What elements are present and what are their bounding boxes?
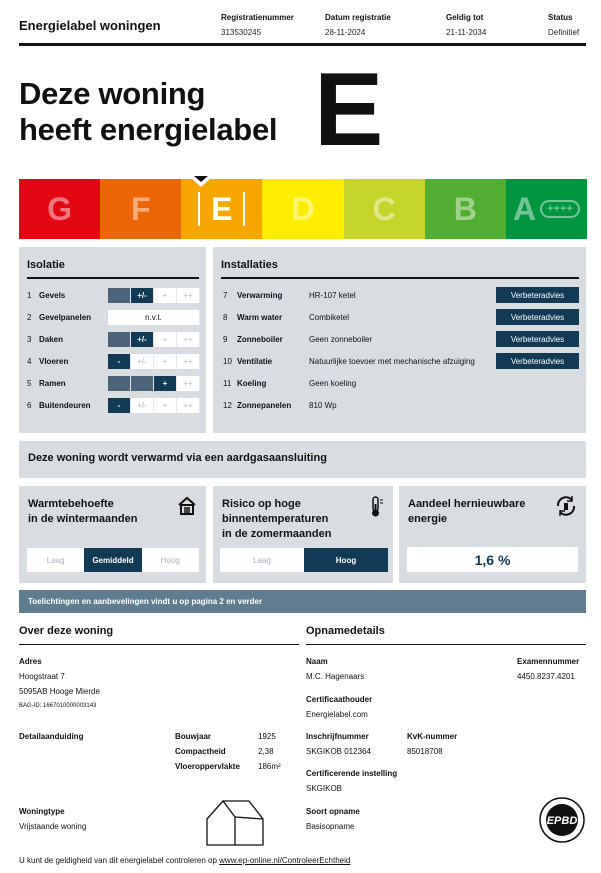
verify-link[interactable]: www.ep-online.nl/ControleerEchtheid <box>219 856 351 865</box>
soort-label: Soort opname <box>306 807 360 816</box>
bag-id: BAG-ID: 1667010000003143 <box>19 703 97 709</box>
installatie-row <box>223 354 475 369</box>
scale-segment-a <box>506 179 587 239</box>
rating-cell: + <box>154 354 177 369</box>
scale-segment-e <box>181 179 262 239</box>
verbeteradvies-button[interactable]: Verbeteradvies <box>496 353 579 369</box>
risico-title-3: in de zomermaanden <box>222 528 332 540</box>
row-label: Verwarming <box>237 291 283 300</box>
opname-divider <box>306 644 586 645</box>
isolatie-rating <box>108 354 200 369</box>
installatie-row <box>223 398 337 413</box>
svg-text:EPBD: EPBD <box>546 815 578 827</box>
rating-cell <box>108 376 131 391</box>
bouwjaar-label: Bouwjaar <box>175 732 212 741</box>
installatie-row <box>223 310 349 325</box>
hernieuwbaar-card <box>399 486 586 583</box>
row-number: 10 <box>223 357 232 366</box>
scale-letter-g: G <box>47 190 73 227</box>
over-divider <box>19 644 299 645</box>
warmtebehoefte-title <box>28 497 137 527</box>
scale-plus-badge: ++++ <box>540 200 580 218</box>
naam-label: Naam <box>306 657 328 666</box>
detached-house-icon <box>205 795 265 847</box>
isolatie-divider <box>27 277 199 279</box>
instelling-value: SKGIKOB <box>306 784 343 793</box>
row-number: 3 <box>27 335 32 344</box>
rating-cell: +/- <box>131 398 154 413</box>
compactheid-label: Compactheid <box>175 747 226 756</box>
scale-segment-f <box>100 179 181 239</box>
registratienummer-block <box>221 13 294 37</box>
bouwjaar-value: 1925 <box>258 732 276 741</box>
scale-pointer-arrow <box>194 176 208 182</box>
datum-value: 28-11-2024 <box>325 28 366 37</box>
headline-line-1: Deze woning <box>19 76 206 111</box>
risico-scale <box>220 548 388 572</box>
kvk-value: 85018708 <box>407 747 443 756</box>
rating-cell <box>131 376 154 391</box>
row-value: Geen zonneboiler <box>309 335 373 344</box>
isolatie-row <box>27 310 91 325</box>
row-label: Buitendeuren <box>39 401 91 410</box>
woningtype-value: Vrijstaande woning <box>19 822 87 831</box>
warmtebehoefte-scale <box>27 548 199 572</box>
scale-letter-e: E <box>211 190 233 227</box>
row-number: 4 <box>27 357 32 366</box>
registratienummer-label: Registratienummer <box>221 13 294 22</box>
rating-cell: + <box>154 398 177 413</box>
kvk-label: KvK-nummer <box>407 732 458 741</box>
installatie-row <box>223 376 356 391</box>
row-value: Geen koeling <box>309 379 357 388</box>
adres-straat: Hoogstraat 7 <box>19 672 65 681</box>
verbeteradvies-button[interactable]: Verbeteradvies <box>496 331 579 347</box>
examen-value: 4450.8237.4201 <box>517 672 575 681</box>
row-value: 810 Wp <box>309 401 337 410</box>
scale-segment-c <box>344 179 425 239</box>
risico-title <box>222 497 331 542</box>
rating-cell: - <box>108 398 131 413</box>
warmtebehoefte-title-1: Warmtebehoefte <box>28 498 114 510</box>
verbeteradvies-button[interactable]: Verbeteradvies <box>496 287 579 303</box>
hernieuwbaar-title-1: Aandeel hernieuwbare <box>408 498 526 510</box>
over-title: Over deze woning <box>19 625 114 637</box>
scale-letter-a: A <box>513 190 537 227</box>
rating-cell: + <box>154 288 177 303</box>
isolatie-panel <box>19 247 206 433</box>
rating-cell: ++ <box>177 354 200 369</box>
rating-cell: + <box>154 376 177 391</box>
isolatie-rating <box>108 288 200 303</box>
row-label: Gevels <box>39 291 66 300</box>
status-block <box>548 13 579 37</box>
gas-notice: Deze woning wordt verwarmd via een aardgasaansluiting <box>19 441 586 478</box>
footer-text <box>19 856 350 865</box>
warmtebehoefte-title-2: in de wintermaanden <box>28 513 138 525</box>
installaties-panel <box>213 247 586 433</box>
rating-cell: + <box>154 332 177 347</box>
isolatie-rating <box>108 310 200 325</box>
installaties-title: Installaties <box>221 259 278 271</box>
warmtebehoefte-card <box>19 486 206 583</box>
scale-segment-d <box>262 179 343 239</box>
adres-label: Adres <box>19 657 42 666</box>
compactheid-value: 2,38 <box>258 747 274 756</box>
vloeroppervlakte-label: Vloeroppervlakte <box>175 762 240 771</box>
row-label: Ventilatie <box>237 357 273 366</box>
scale-option: Laag <box>220 548 304 572</box>
document-title: Energielabel woningen <box>19 18 161 33</box>
headline-line-2: heeft energielabel <box>19 112 278 147</box>
headline <box>19 76 277 148</box>
scale-option: Hoog <box>304 548 388 572</box>
rating-cell: ++ <box>177 288 200 303</box>
row-number: 5 <box>27 379 32 388</box>
hernieuwbaar-value: 1,6 % <box>407 547 578 572</box>
naam-value: M.C. Hagenaars <box>306 672 365 681</box>
isolatie-rating <box>108 376 200 391</box>
row-value: HR-107 ketel <box>309 291 356 300</box>
rating-cell: - <box>108 354 131 369</box>
row-number: 12 <box>223 401 232 410</box>
isolatie-row <box>27 376 66 391</box>
info-bar: Toelichtingen en aanbevelingen vindt u op pagina 2 en verder <box>19 590 586 613</box>
house-heating-icon <box>177 496 197 516</box>
rating-cell <box>108 288 131 303</box>
inschrijfnummer-label: Inschrijfnummer <box>306 732 369 741</box>
status-value: Definitief <box>548 28 580 37</box>
soort-value: Basisopname <box>306 822 355 831</box>
examen-label: Examennummer <box>517 657 580 666</box>
row-value: Natuurlijke toevoer met mechanische afzuiging <box>309 357 475 366</box>
status-label: Status <box>548 13 573 22</box>
footer-label: U kunt de geldigheid van dit energielabel controleren op <box>19 856 220 865</box>
rating-cell: +/- <box>131 332 154 347</box>
registratienummer-value: 313530245 <box>221 28 262 37</box>
certificaathouder-label: Certificaathouder <box>306 695 373 704</box>
row-number: 7 <box>223 291 228 300</box>
row-number: 6 <box>27 401 32 410</box>
scale-option: Hoog <box>142 548 199 572</box>
row-label: Warm water <box>237 313 283 322</box>
installaties-divider <box>221 277 579 279</box>
rating-cell: ++ <box>177 398 200 413</box>
row-value: Combiketel <box>309 313 350 322</box>
rating-cell: +/- <box>131 354 154 369</box>
instelling-label: Certificerende instelling <box>306 769 398 778</box>
scale-option: Gemiddeld <box>84 548 141 572</box>
installatie-row <box>223 332 372 347</box>
row-label: Vloeren <box>39 357 69 366</box>
isolatie-row <box>27 398 91 413</box>
epbd-logo <box>538 796 586 844</box>
inschrijfnummer-value: SKGIKOB 012364 <box>306 747 371 756</box>
verbeteradvies-button[interactable]: Verbeteradvies <box>496 309 579 325</box>
geldig-value: 21-11-2034 <box>446 28 487 37</box>
row-label: Ramen <box>39 379 66 388</box>
rating-cell: ++ <box>177 376 200 391</box>
isolatie-rating <box>108 398 200 413</box>
row-number: 2 <box>27 313 32 322</box>
scale-option: Laag <box>27 548 84 572</box>
renewable-energy-icon <box>554 494 578 518</box>
row-number: 8 <box>223 313 228 322</box>
rating-cell: ++ <box>177 332 200 347</box>
risico-card <box>213 486 393 583</box>
detail-label: Detailaanduiding <box>19 732 84 741</box>
row-label: Gevelpanelen <box>39 313 92 322</box>
row-label: Koeling <box>237 379 267 388</box>
scale-letter-c: C <box>372 190 396 227</box>
isolatie-row <box>27 354 68 369</box>
vloeroppervlakte-value: 186m² <box>258 762 281 771</box>
row-number: 11 <box>223 379 232 388</box>
row-label: Zonnepanelen <box>237 401 292 410</box>
scale-letter-f: F <box>130 190 151 227</box>
scale-letter-d: D <box>291 190 315 227</box>
risico-title-2: binnentemperaturen <box>222 513 329 525</box>
installatie-row <box>223 288 356 303</box>
row-label: Daken <box>39 335 64 344</box>
scale-segment-g <box>19 179 100 239</box>
isolatie-row <box>27 288 65 303</box>
risico-title-1: Risico op hoge <box>222 498 301 510</box>
opname-title: Opnamedetails <box>306 625 385 637</box>
rating-cell: +/- <box>131 288 154 303</box>
scale-letter-b: B <box>453 190 477 227</box>
row-number: 9 <box>223 335 228 344</box>
row-label: Zonneboiler <box>237 335 283 344</box>
isolatie-rating <box>108 332 200 347</box>
certificaathouder-value: Energielabel.com <box>306 710 368 719</box>
woningtype-label: Woningtype <box>19 807 65 816</box>
rating-value: n.v.t. <box>108 310 200 325</box>
hernieuwbaar-title <box>408 497 525 527</box>
isolatie-row <box>27 332 63 347</box>
geldig-block <box>446 13 486 37</box>
geldig-label: Geldig tot <box>446 13 484 22</box>
rating-cell <box>108 332 131 347</box>
adres-plaats: 5095AB Hooge Mierde <box>19 687 100 696</box>
energy-scale <box>19 179 587 239</box>
row-number: 1 <box>27 291 32 300</box>
hernieuwbaar-title-2: energie <box>408 513 448 525</box>
energy-label-letter: E <box>314 52 384 168</box>
isolatie-title: Isolatie <box>27 259 65 271</box>
datum-label: Datum registratie <box>325 13 391 22</box>
scale-segment-b <box>425 179 506 239</box>
datum-block <box>325 13 391 37</box>
thermometer-icon <box>369 496 385 518</box>
header-divider <box>19 43 586 46</box>
